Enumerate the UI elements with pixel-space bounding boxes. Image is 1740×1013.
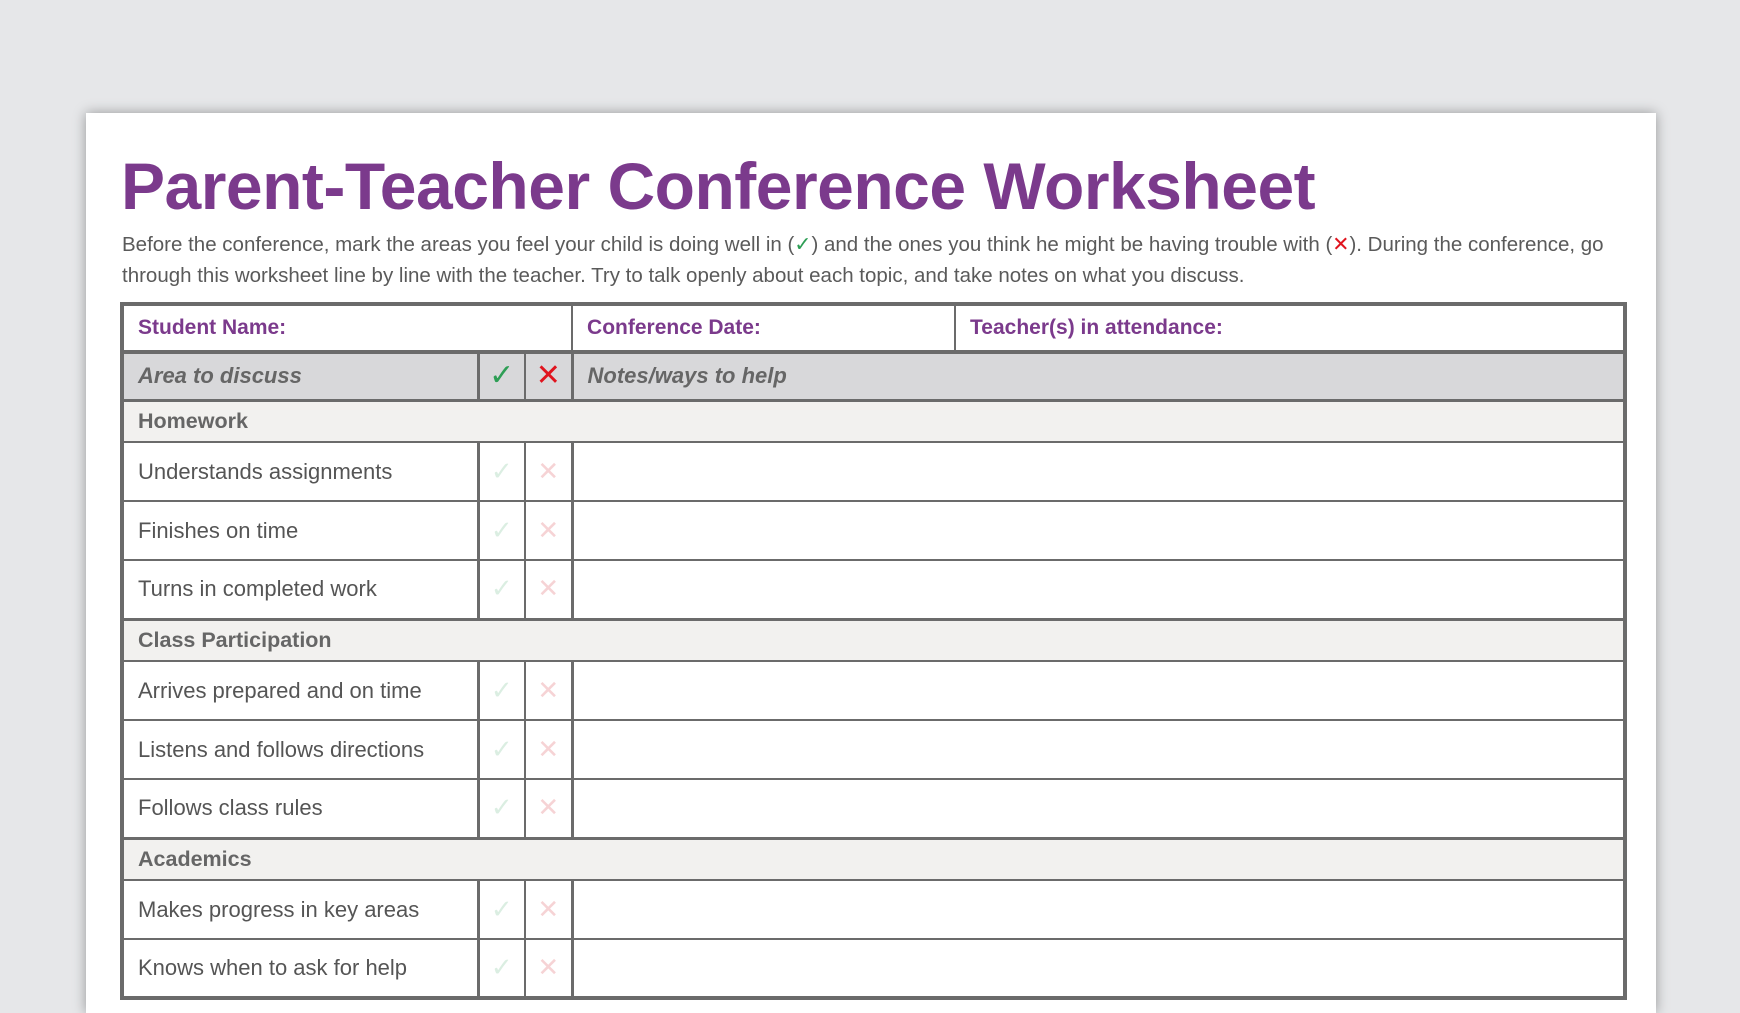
worksheet-page: [86, 113, 1656, 1013]
x-box[interactable]: [525, 661, 572, 720]
x-icon: ✕: [1332, 233, 1350, 256]
area-item-label: Knows when to ask for help: [122, 939, 478, 998]
x-icon: ✕: [537, 674, 560, 705]
check-box[interactable]: [478, 501, 525, 560]
worksheet-table: [120, 302, 1627, 1000]
section-row: [122, 400, 1625, 442]
check-icon: ✓: [489, 359, 515, 393]
table-row: [122, 779, 1625, 838]
table-row: [122, 661, 1625, 720]
area-item-label: Turns in completed work: [122, 560, 478, 619]
check-box[interactable]: [478, 720, 525, 779]
check-icon: ✓: [490, 455, 513, 486]
notes-field[interactable]: [572, 939, 1625, 998]
x-box[interactable]: [525, 442, 572, 501]
check-box[interactable]: [478, 779, 525, 838]
check-icon: ✓: [490, 893, 513, 924]
area-item-label: Listens and follows directions: [122, 720, 478, 779]
page-title: Parent-Teacher Conference Worksheet: [121, 149, 1316, 223]
table-row: [122, 939, 1625, 998]
notes-field[interactable]: [572, 501, 1625, 560]
worksheet-table-body: [122, 304, 1625, 998]
section-title: Class Participation: [122, 619, 1625, 661]
notes-header: Notes/ways to help: [572, 352, 1625, 400]
table-row: [122, 501, 1625, 560]
check-icon: ✓: [490, 514, 513, 545]
table-row: [122, 880, 1625, 939]
intro-text-part2: ) and the ones you think he might be having trouble with (: [811, 233, 1333, 256]
check-box[interactable]: [478, 661, 525, 720]
section-title: Homework: [122, 400, 1625, 442]
x-box[interactable]: [525, 880, 572, 939]
notes-field[interactable]: [572, 880, 1625, 939]
x-icon: ✕: [535, 359, 561, 393]
area-item-label: Makes progress in key areas: [122, 880, 478, 939]
x-icon: ✕: [537, 455, 560, 486]
student-name-field[interactable]: Student Name:: [122, 304, 572, 352]
table-row: [122, 560, 1625, 619]
area-header: Area to discuss: [122, 352, 478, 400]
x-icon: ✕: [537, 573, 560, 604]
check-icon: ✓: [490, 674, 513, 705]
intro-text-part3: ). During the conference, go through this worksheet line by line with the teacher. Try to talk openly about each topic, and take notes on what you discuss.: [122, 233, 1604, 287]
conference-date-field[interactable]: Conference Date:: [572, 304, 955, 352]
table-row: [122, 720, 1625, 779]
x-header: [525, 352, 572, 400]
x-icon: ✕: [537, 952, 560, 982]
check-box[interactable]: [478, 880, 525, 939]
area-item-label: Follows class rules: [122, 779, 478, 838]
section-row: [122, 619, 1625, 661]
check-box[interactable]: [478, 442, 525, 501]
check-icon: ✓: [490, 792, 513, 823]
section-title: Academics: [122, 838, 1625, 880]
x-box[interactable]: [525, 501, 572, 560]
check-box[interactable]: [478, 939, 525, 998]
column-header-row: [122, 352, 1625, 400]
info-row: [122, 304, 1625, 352]
notes-field[interactable]: [572, 560, 1625, 619]
notes-field[interactable]: [572, 661, 1625, 720]
x-icon: ✕: [537, 893, 560, 924]
area-item-label: Understands assignments: [122, 442, 478, 501]
x-icon: ✕: [537, 514, 560, 545]
x-box[interactable]: [525, 779, 572, 838]
notes-field[interactable]: [572, 720, 1625, 779]
intro-text-part1: Before the conference, mark the areas you feel your child is doing well in (: [122, 233, 795, 256]
check-box[interactable]: [478, 560, 525, 619]
section-row: [122, 838, 1625, 880]
x-icon: ✕: [537, 733, 560, 764]
check-icon: ✓: [490, 573, 513, 604]
notes-field[interactable]: [572, 442, 1625, 501]
check-icon: ✓: [490, 952, 513, 982]
check-icon: ✓: [490, 733, 513, 764]
x-box[interactable]: [525, 720, 572, 779]
teachers-field[interactable]: Teacher(s) in attendance:: [955, 304, 1625, 352]
notes-field[interactable]: [572, 779, 1625, 838]
area-item-label: Arrives prepared and on time: [122, 661, 478, 720]
area-item-label: Finishes on time: [122, 501, 478, 560]
check-icon: ✓: [794, 233, 812, 256]
x-box[interactable]: [525, 560, 572, 619]
check-header: [478, 352, 525, 400]
table-row: [122, 442, 1625, 501]
intro-paragraph: [122, 229, 1622, 291]
x-icon: ✕: [537, 792, 560, 823]
x-box[interactable]: [525, 939, 572, 998]
